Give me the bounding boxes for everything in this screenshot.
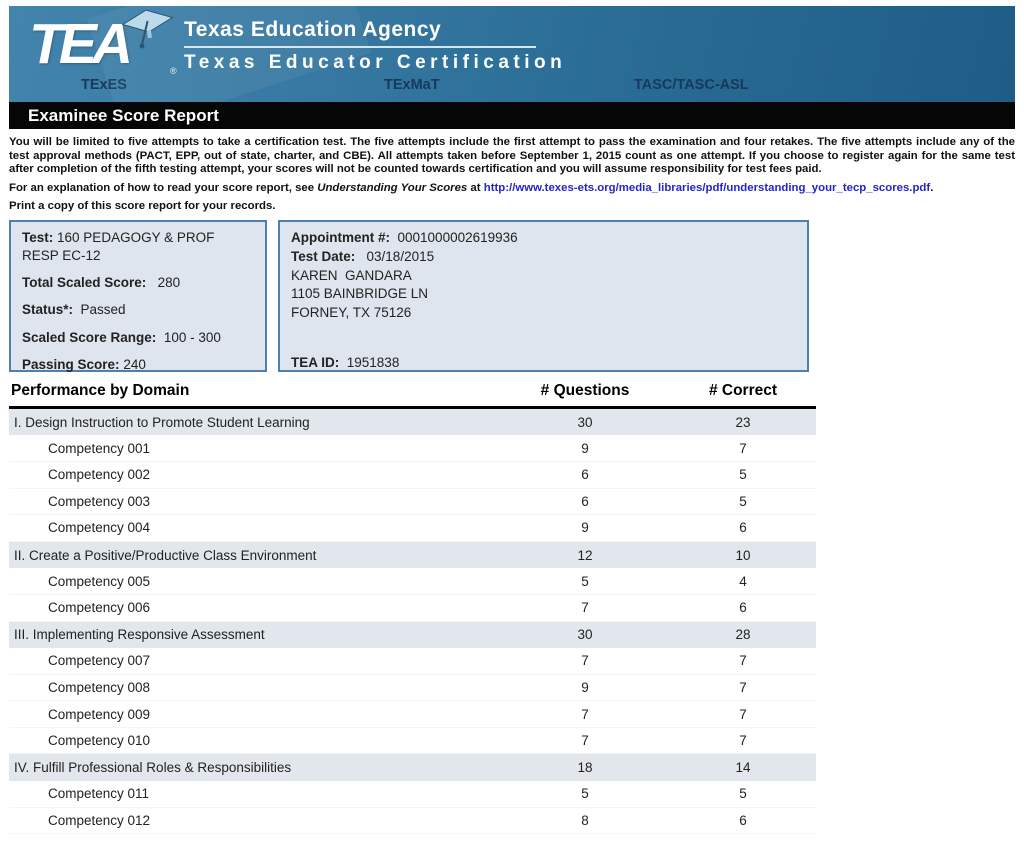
- row-correct: 5: [739, 786, 747, 802]
- candidate-name: KAREN GANDARA: [291, 267, 412, 283]
- test-date-line: [291, 248, 796, 267]
- explanation-prefix: For an explanation of how to read your score report, see: [9, 182, 318, 195]
- row-label: Competency 008: [48, 679, 151, 695]
- status-line: [22, 301, 254, 319]
- page-title: Examinee Score Report: [28, 105, 219, 125]
- row-label: Competency 004: [48, 520, 151, 536]
- domain-row: [9, 622, 816, 649]
- row-questions: 6: [581, 467, 589, 483]
- performance-rows: [9, 409, 816, 835]
- row-correct: 14: [735, 760, 751, 776]
- row-correct: 5: [739, 467, 747, 483]
- performance-table: [9, 382, 816, 835]
- row-label: Competency 002: [48, 467, 151, 483]
- header-performance-by-domain: Performance by Domain: [11, 381, 190, 399]
- print-note: Print a copy of this score report for your records.: [9, 199, 276, 212]
- row-correct: 7: [739, 706, 747, 722]
- status-label: Status*:: [22, 302, 74, 318]
- row-correct: 7: [739, 733, 747, 749]
- row-questions: 5: [581, 573, 589, 589]
- tea-id-line: [291, 354, 796, 373]
- graduation-cap-icon: [117, 8, 179, 50]
- page-title-bar: [9, 102, 1015, 129]
- row-questions: 6: [581, 493, 589, 509]
- scaled-score-range-line: [22, 329, 254, 347]
- row-questions: 30: [577, 627, 593, 643]
- status-value: Passed: [80, 302, 126, 318]
- row-correct: 7: [739, 440, 747, 456]
- scaled-score-range-value: 100 - 300: [163, 329, 221, 345]
- competency-row: [9, 648, 816, 675]
- test-date-value: 03/18/2015: [366, 248, 435, 264]
- info-boxes-row: [9, 220, 1015, 372]
- row-questions: 7: [581, 706, 589, 722]
- row-label: I. Design Instruction to Promote Student Learning: [14, 414, 310, 430]
- total-scaled-score-label: Total Scaled Score:: [22, 275, 147, 291]
- row-questions: 5: [581, 786, 589, 802]
- appointment-label: Appointment #:: [291, 229, 390, 245]
- title-divider: [184, 46, 536, 48]
- row-label: Competency 006: [48, 600, 151, 616]
- test-score-box: [9, 220, 267, 372]
- row-correct: 10: [735, 547, 751, 563]
- row-correct: 6: [739, 520, 747, 536]
- row-correct: 6: [739, 812, 747, 828]
- attempt-policy-text: You will be limited to five attempts to take a certification test. The five attempts include the first attempt to pass the examination and four retakes. The five attempts include any of the test approval methods (PACT, EPP, out of state, charter, and CBE). All attempts taken before September 1, 2015 count as one attempt. If you choose to register again for the same test after completion of the fifth testing attempt, your scores will not be counted towards certification and you will assume responsibility for test fees paid.: [9, 136, 1015, 176]
- row-questions: 7: [581, 600, 589, 616]
- row-label: Competency 011: [48, 786, 150, 802]
- test-line: [22, 229, 254, 265]
- competency-row: [9, 781, 816, 808]
- agency-title: Texas Education Agency: [184, 18, 442, 41]
- performance-table-header: [9, 382, 816, 409]
- header-num-correct: # Correct: [708, 381, 778, 399]
- nav-tab-tasc[interactable]: TASC/TASC-ASL: [634, 77, 749, 93]
- address-line-2: FORNEY, TX 75126: [291, 305, 412, 321]
- row-questions: 12: [577, 547, 593, 563]
- nav-tab-texes[interactable]: TExES: [81, 77, 127, 93]
- row-label: Competency 005: [48, 573, 151, 589]
- header-num-questions: # Questions: [540, 381, 630, 399]
- row-label: Competency 007: [48, 653, 151, 669]
- row-correct: 28: [735, 627, 751, 643]
- candidate-info-box: [278, 220, 809, 372]
- row-label: Competency 010: [48, 733, 151, 749]
- row-label: III. Implementing Responsive Assessment: [14, 627, 265, 643]
- competency-row: [9, 675, 816, 702]
- row-questions: 30: [577, 414, 593, 430]
- explanation-period: .: [930, 182, 934, 195]
- address-line-1: 1105 BAINBRIDGE LN: [291, 286, 429, 302]
- competency-row: [9, 595, 816, 622]
- test-date-label: Test Date:: [291, 248, 356, 264]
- passing-score-line: [22, 356, 254, 374]
- row-questions: 7: [581, 733, 589, 749]
- scores-pdf-link[interactable]: http://www.texes-ets.org/media_libraries/pdf/understanding_your_tecp_scores.pdf: [483, 182, 931, 195]
- row-correct: 7: [739, 653, 747, 669]
- tea-id-value: 1951838: [346, 355, 400, 371]
- row-questions: 9: [581, 440, 589, 456]
- appointment-line: [291, 229, 796, 248]
- total-scaled-score-line: [22, 274, 254, 292]
- test-label: Test:: [22, 229, 54, 245]
- row-correct: 4: [739, 573, 747, 589]
- row-correct: 5: [739, 493, 747, 509]
- nav-tab-texmat[interactable]: TExMaT: [384, 77, 440, 93]
- intro-section: [9, 129, 1015, 212]
- tea-logo-text: TEA: [29, 12, 128, 76]
- competency-row: [9, 489, 816, 516]
- header-nav: [9, 77, 1015, 97]
- domain-row: [9, 409, 816, 436]
- scaled-score-range-label: Scaled Score Range:: [22, 329, 157, 345]
- row-correct: 7: [739, 679, 747, 695]
- tea-id-label: TEA ID:: [291, 355, 340, 371]
- domain-row: [9, 754, 816, 781]
- header-title-block: [184, 18, 567, 74]
- domain-row: [9, 542, 816, 569]
- competency-row: [9, 515, 816, 542]
- passing-score-label: Passing Score:: [22, 356, 120, 372]
- at-word: at: [467, 182, 484, 195]
- tea-logo: [29, 10, 189, 80]
- passing-score-value: 240: [123, 356, 146, 372]
- row-questions: 7: [581, 653, 589, 669]
- competency-row: [9, 808, 816, 835]
- test-value: 160 PEDAGOGY & PROF RESP EC-12: [22, 229, 215, 263]
- total-scaled-score-value: 280: [157, 275, 181, 291]
- row-label: Competency 009: [48, 706, 151, 722]
- row-questions: 9: [581, 679, 589, 695]
- app-header: [9, 6, 1015, 102]
- registered-mark: ®: [170, 66, 177, 76]
- row-label: Competency 003: [48, 493, 151, 509]
- row-label: Competency 001: [48, 440, 151, 456]
- certification-title: Texas Educator Certification: [184, 52, 567, 73]
- row-questions: 18: [577, 760, 593, 776]
- row-label: Competency 012: [48, 812, 151, 828]
- row-label: II. Create a Positive/Productive Class Environment: [14, 547, 317, 563]
- competency-row: [9, 728, 816, 755]
- explanation-line: [9, 182, 1015, 196]
- row-questions: 9: [581, 520, 589, 536]
- row-correct: 6: [739, 600, 747, 616]
- competency-row: [9, 462, 816, 489]
- row-correct: 23: [735, 414, 751, 430]
- competency-row: [9, 701, 816, 728]
- appointment-value: 0001000002619936: [397, 229, 518, 245]
- competency-row: [9, 435, 816, 462]
- row-questions: 8: [581, 812, 589, 828]
- understanding-scores-title: Understanding Your Scores: [317, 182, 468, 195]
- row-label: IV. Fulfill Professional Roles & Responsibilities: [14, 760, 292, 776]
- competency-row: [9, 568, 816, 595]
